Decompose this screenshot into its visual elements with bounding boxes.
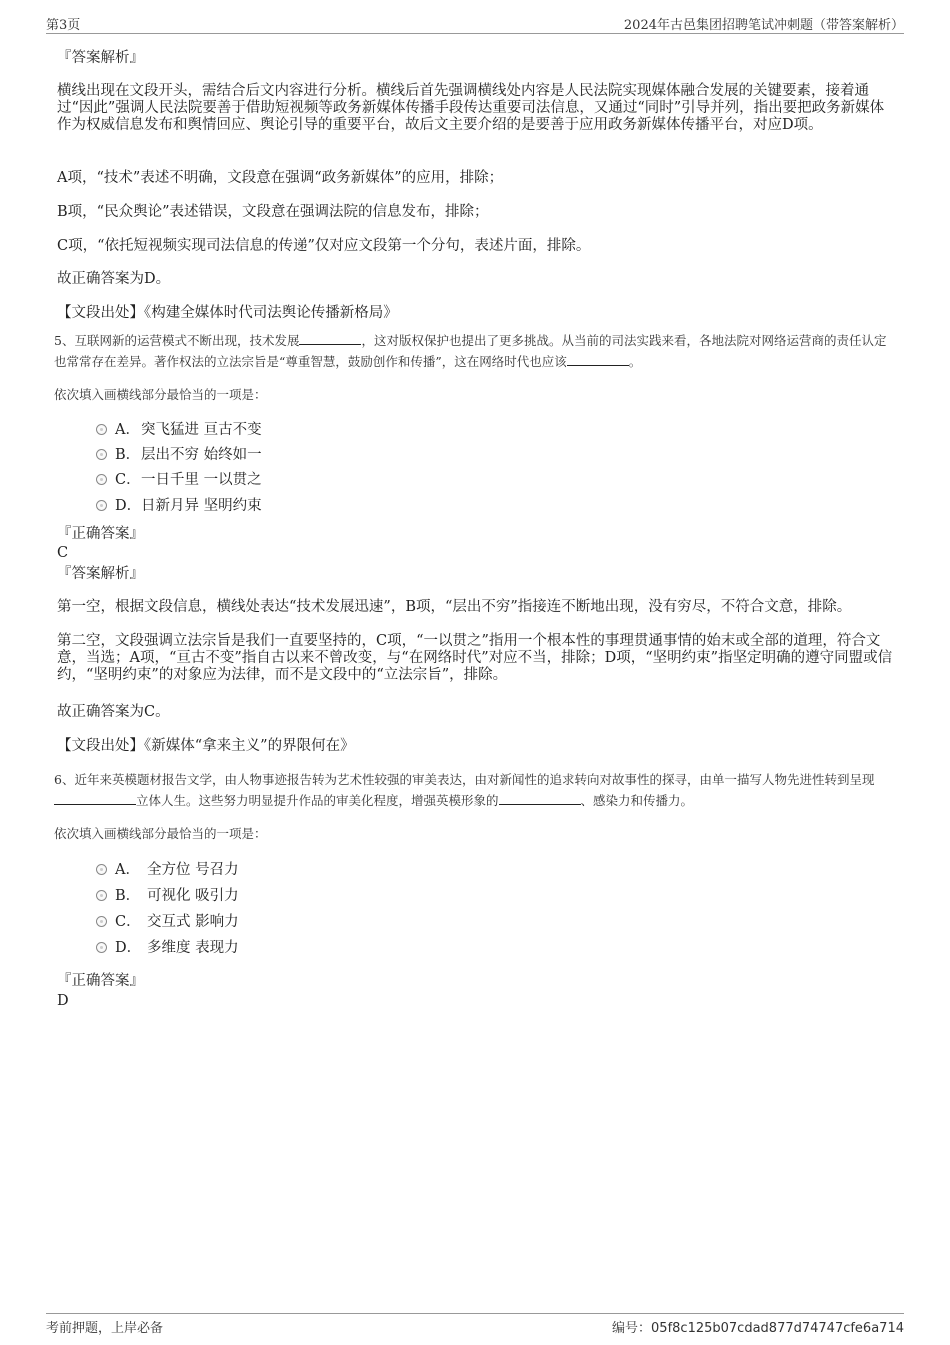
radio-icon[interactable] [96, 474, 107, 485]
question-6-option-d[interactable]: D． 多维度 表现力 [96, 938, 239, 960]
analysis-conclusion: 故正确答案为D。 [57, 271, 171, 287]
radio-icon[interactable] [96, 864, 107, 875]
correct-answer-label: 『正确答案』 [57, 526, 144, 542]
analysis-paragraph: 第二空，文段强调立法宗旨是我们一直要坚持的，C项，“一以贯之”指用一个根本性的事理贯通事情的始末或全部的道理，符合文意，当选；A项，“亘古不变”指自古以来不曾改变，与“在网络时代”对应不当，排除；D项，“坚明约束”指坚定明确的遵守同盟或信约，“坚明约束”的对象应为法律，而不是文段中的“立法宗旨”，排除。 [57, 633, 893, 683]
correct-answer-label: 『正确答案』 [57, 973, 144, 989]
correct-answer: C [57, 545, 69, 561]
page-footer [46, 1313, 904, 1335]
question-5-option-a[interactable]: A．突飞猛进 亘古不变 [96, 420, 262, 442]
radio-icon[interactable] [96, 916, 107, 927]
question-5-option-d[interactable]: D．日新月异 坚明约束 [96, 496, 262, 518]
question-5-prompt: 依次填入画横线部分最恰当的一项是： [54, 387, 267, 402]
page-header [46, 14, 904, 34]
footer-slogan: 考前押题，上岸必备 [46, 1321, 164, 1336]
analysis-label: 『答案解析』 [57, 50, 144, 66]
document-title: 2024年古邑集团招聘笔试冲刺题（带答案解析） [623, 18, 904, 33]
question-5-option-c[interactable]: C．一日千里 一以贯之 [96, 470, 262, 492]
radio-icon[interactable] [96, 890, 107, 901]
question-5-option-b[interactable]: B．层出不穷 始终如一 [96, 445, 262, 467]
radio-icon[interactable] [96, 500, 107, 511]
question-6-stem: 6、近年来英模题材报告文学，由人物事迹报告转为艺术性较强的审美表达，由对新闻性的追求转向对故事性的探寻，由单一描写人物先进性转到呈现立体人生。这些努力明显提升作品的审美化程度，增强英模形象的 、感染力和传播力。 [54, 772, 875, 808]
question-6-option-c[interactable]: C． 交互式 影响力 [96, 912, 239, 934]
question-6-option-b[interactable]: B． 可视化 吸引力 [96, 886, 239, 908]
correct-answer: D [57, 993, 69, 1009]
analysis-paragraph: 第一空，根据文段信息，横线处表达“技术发展迅速”，B项，“层出不穷”指接连不断地出现，没有穷尽，不符合文意，排除。 [57, 599, 852, 615]
answer-blank [54, 792, 136, 805]
question-6-prompt: 依次填入画横线部分最恰当的一项是： [54, 826, 267, 841]
answer-blank [299, 332, 361, 345]
radio-icon[interactable] [96, 942, 107, 953]
analysis-option-b: B项，“民众舆论”表述错误，文段意在强调法院的信息发布，排除； [57, 204, 489, 220]
question-6-option-a[interactable]: A． 全方位 号召力 [96, 860, 239, 882]
analysis-paragraph: 横线出现在文段开头，需结合后文内容进行分析。横线后首先强调横线处内容是人民法院实现媒体融合发展的关键要素，接着通过“因此”强调人民法院要善于借助短视频等政务新媒体传播手段传达重要司法信息，又通过“同时”引导并列，指出要把政务新媒体作为权威信息发布和舆情回应、舆论引导的重要平台，故后文主要介绍的是要善于应用政务新媒体传播平台，对应D项。 [57, 83, 885, 133]
answer-blank [567, 353, 629, 366]
answer-blank [499, 792, 581, 805]
source-citation: 【文段出处】《新媒体“拿来主义”的界限何在》 [57, 738, 355, 754]
page-number: 第3页 [46, 18, 81, 33]
analysis-label: 『答案解析』 [57, 566, 144, 582]
question-5-stem: 5、互联网新的运营模式不断出现，技术发展 ，这对版权保护也提出了更多挑战。从当前的司法实践来看，各地法院对网络运营商的责任认定也常常存在差异。著作权法的立法宗旨是“尊重智慧，鼓励创作和传播”，这在网络时代也应该 。 [54, 333, 887, 369]
analysis-conclusion: 故正确答案为C。 [57, 704, 170, 720]
analysis-option-c: C项，“依托短视频实现司法信息的传递”仅对应文段第一个分句，表述片面，排除。 [57, 238, 591, 254]
source-citation: 【文段出处】《构建全媒体时代司法舆论传播新格局》 [57, 305, 398, 321]
radio-icon[interactable] [96, 424, 107, 435]
radio-icon[interactable] [96, 449, 107, 460]
document-code: 编号：05f8c125b07cdad877d74747cfe6a714 [612, 1321, 904, 1336]
analysis-option-a: A项，“技术”表述不明确，文段意在强调“政务新媒体”的应用，排除； [57, 170, 504, 186]
